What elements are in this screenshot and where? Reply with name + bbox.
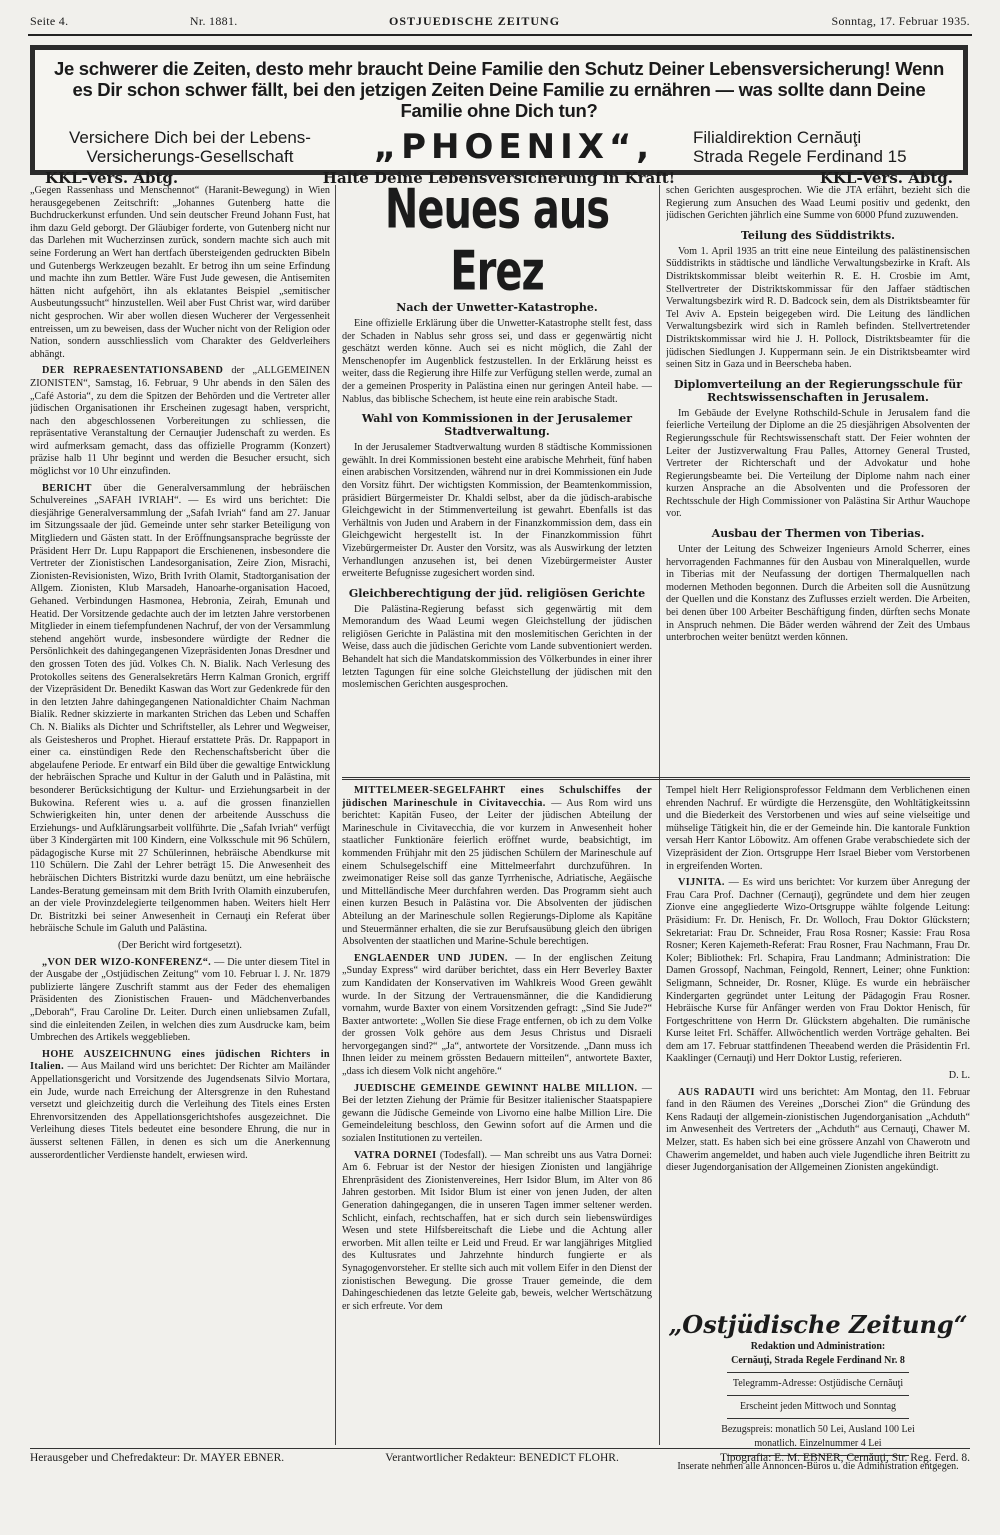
phoenix-advertisement	[30, 45, 968, 187]
article-safah-ivriah: über die Generalversammlung der hebräischen Schulvereines „SAFAH IVRIAH“. — Es wird uns berichtet: Die diesjährige Generalversammlung der „Safah Ivriah“ fand am 27. Januar im Sitzungssaale der jüd. Gemeinde unter sehr starker Beteiligung von Mitgliedern und Gästen statt. In der Eröffnungsansprache begrüsste der Präsident Herr Dr. Lupu Rappaport die Erschienenen, insbesondere die Vertreter der Zionistischen Landesorganisation, Zeire Zion, Misrachi, Zionisten-Revisionisten, Wizo, Brith Ivrith Olamit, Stadtorganisation der Allgem. Zionisten, Klub Marsadeh, Hanoarhe-organisation Hacoed, Gehaned. Verbindungen Hasmonea, Hebronia, Zeirah, Emunah und Heatid. Der Vorsitzende gedachte auch der im letzten Jahre verstorbenen Mitglieder in einem tiefempfundenen Nachruf, der von der Versammlung stehend angehört wurde, insbesondere würdigte der Redner die Persönlichkeit des dahingegangenen Vizepräsidenten Jonas Dresdner und den grossen Toten des jüd. Volkes Ch. N. Bialik. Nach Verlesung des Protokolles seitens des Generalsekretärs Herrn Kalman Gronich, ergriff der Vizepräsident Dr. Benedikt Kaswan das Wort zur Gedenkrede für den in den letzten Jahre dahingegangenen Nationaldichter Chaim Nachman Bialik. Redner skizzierte in markanten Strichen das Leben und Schaffen Ch. N. Bialiks als Dichter und Schriftsteller, als Lehrer und Wegweiser, als Geistesheros und Prophet. Hierauf erstattete Präs. Dr. Rappaport in einer ca. einstündigen Rede den Rechenschaftsbericht über die abgelaufene Periode. Er entwarf ein Bild über die gewaltige Entwicklung der hebräischen Sprache und Kultur in der Galuth und in Palästina, mit besonderer Berücksichtigung der Kultur- und Erziehungsarbeit in der Bukowina. Referent wies u. a. auf die grossen finanziellen Schwierigkeiten hin, unter denen der arbeitende Ausschuss die Erziehungs- und Aufklärungsarbeit vollführte. Die „Safah Ivriah“ verfügt über 3 Kindergärten mit 100 Kindern, eine Volksschule mit 96 Schülern, pädagogische Kurse mit 27 Schülerinnen, hebräische Abendkurse mit 110 Schülern. Die Zahl der Lehrer beträgt 15. Die Anwesenheit des hebräischen Dichters Bistritzki wurde dazu benützt, um eine hebräische Landes-Beratung gemeinsam mit dem Brith Ivrith Olamith einzuberufen, an der viele Provinzdelegierte teilgenommen haben. Weiters hielt Herr Dr. Bistritzki bei seiner Anwesenheit in Cernauţi ein Referat über hebräische Schule im Galuth und Palästina.	[30, 482, 330, 935]
masthead-rule	[727, 1418, 909, 1419]
article-unwetter: Eine offizielle Erklärung über die Unwetter-Katastrophe stellt fest, dass der Schaden in Nablus sehr gross sei, und dass er gegenwärtig nicht geschätzt werden könne. Auch sei es nicht möglich, die Zahl der Menschenopfer im Augenblick festzustellen. In der Erklärung heisst es weiter, dass die Regierung ihre Hilfe zur Verfügung stellen werde, zumal an der a gemeinen Prosperity in Palästina einen nur geringen Anteil habe. — Nablus, das biblische Schechem, ist heute eine rein arabische Stadt.	[342, 318, 652, 405]
ad-brand: „PHOENIX“,	[373, 127, 655, 167]
article-gemeinde-gewinnt: — Bei der letzten Ziehung der Prämie für Besitzer italienischer Staatspapiere gewann die Jüdische Gemeinde von Livorno eine halbe Million Lire. Die Gemeindeleitung beschloss, den Gewinn sofort auf die Armen und die sozialen Institutionen zu verteilen.	[342, 1082, 652, 1145]
article-auszeichnung: — Aus Mailand wird uns berichtet: Der Richter am Mailänder Appellationsgericht und Vorsitzende des Jugendsenats Silvio Mortara, ein Jude, wurde nach Erreichung der Altersgrenze in den Ruhestand versetzt und gleichzeitig durch die Verleihung des Titels eines Ersten Ehrenvorsitzenden des Appellationsgerichtshofes ausgezeichnet. Die Verleihung dieses Titels bedeutet eine besondere Ehrung, die nur in äusserst seltenen Fällen, in denen es sich um die Anerkennung ausserordentlicher Verdienste handelt, erwiesen wird.	[30, 1061, 330, 1161]
heading-kommissionen: Wahl von Kommissionen in der Jerusalemer Stadtverwaltung.	[361, 412, 633, 439]
article-repraesentationsabend: der „ALLGEMEINEN ZIONISTEN“, Samstag, 16. Februar, 9 Uhr abends in den Sälen des „Café Astoria“, zu dem die Spitzen der Behörden und die Vertreter aller jüdischen Organisationen ihr Erscheinen zugesagt haben, verspricht, nach den abgeschlossenen Vorbereitungen zu schliessen, die repräsentative Veranstaltung der Cernauţier Judenschaft zu werden. Es wird aufmerksam gemacht, dass das offizielle Programm (Konzert) präzise halb 11 Uhr beginnt und werden die Besucher ersucht, sich möglichst vor 10 Uhr einzufinden.	[30, 365, 330, 478]
masthead-rule	[727, 1372, 909, 1373]
heading-diplom: Diplomverteilung an der Regierungsschule für Rechtswissenschaften in Jerusalem.	[673, 377, 963, 404]
masthead-title: „Ostjüdische Zeitung“	[668, 1310, 968, 1339]
article-wizo: — Die unter diesem Titel in der Ausgabe der „Ostjüdischen Zeitung“ vom 10. Februar l. J. Nr. 1879 publizierte längere Zuschrift stammt aus der Feder des ehemaligen Präsidenten des Zionistischen Frauen- und Mädchenverbandes „Deborah“, Frau Caroline Dr. Leiter. Durch einen unliebsamen Zufall, sind die einleitenden Zeilen, in welchen dies zum Ausdrucke kam, beim Umbrechen des Artikels weggeblieben.	[30, 956, 330, 1044]
column-3	[666, 185, 970, 775]
article-heading-wizo: „VON DER WIZO-KONFERENZ“.	[42, 956, 212, 968]
article-signature: D. L.	[948, 1070, 970, 1082]
article-gerichte: Die Palästina-Regierung befasst sich gegenwärtig mit dem Memorandum des Waad Leumi wegen Gleichstellung der jüdischen religiösen Gerichte in Palästina mit den moslemitischen Gerichten in der Weise, dass auch die jüdischen Gerichte vom Lande subventioniert werden. Behandelt hat sich die Mandatskommission des Völkerbundes in einer ihrer letzten Tagungen für eine solche Gleichstellung der jüdischen mit den moslemischen Gerichten ausgesprochen.	[342, 603, 652, 691]
lower-column-3	[666, 785, 970, 1305]
masthead-ads: Inserate nehmen alle Annoncen-Büros u. die Administration entgegen.	[677, 1461, 959, 1472]
continued-note: (Der Bericht wird fortgesetzt).	[118, 940, 242, 952]
ad-left-text	[45, 128, 335, 166]
heading-englaender: ENGLAENDER UND JUDEN.	[354, 952, 508, 964]
header-rule	[28, 34, 972, 36]
column-1	[30, 185, 330, 1445]
page-header	[30, 12, 970, 30]
page-footer	[30, 1448, 970, 1472]
article-thermen: Unter der Leitung des Schweizer Ingenieurs Arnold Scherrer, eines hervorragenden Fachmannes für den Ausbau von Mineralquellen, wurde in Tiberias mit der Neufassung der dortigen Thermalquellen nach modernen Methoden begonnen. Durch die Arbeiten soll die Ausnützung der Quellen und die Konstanz des Zuflusses erzielt werden. Die Arbeiten, bei denen über 100 Arbeiter Beschäftigung finden, dürften sechs Monate in Anspruch nehmen. Die Bäder werden während der Zeit des Umbaus unterbrochen weiter benützt werden können.	[666, 544, 970, 644]
heading-thermen: Ausbau der Thermen von Tiberias.	[711, 527, 925, 541]
lower-column-2	[342, 785, 652, 1535]
masthead-schedule: Erscheint jeden Mittwoch und Sonntag	[739, 1401, 897, 1412]
ad-right-line2: Strada Regele Ferdinand 15	[693, 147, 907, 166]
lower-section	[342, 785, 970, 1535]
column-2	[342, 185, 652, 775]
heading-gemeinde-gewinnt: JUEDISCHE GEMEINDE GEWINNT HALBE MILLION.	[354, 1082, 638, 1094]
ad-headline: Je schwerer die Zeiten, desto mehr braucht Deine Familie den Schutz Deiner Lebensversicherung! Wenn es Dir schon schwer fällt, bei den jetzigen Zeiten Deine Familie zu ernähren — was sollte dann Deine Familie ohne Dich tun?	[53, 58, 945, 121]
page-number: Seite 4.	[30, 13, 69, 28]
article-heading-repraesentationsabend: DER REPRAESENTATIONSABEND	[42, 365, 224, 377]
article-gutenberg: „Gegen Rassenhass und Menschennot“ (Haranit-Bewegung) in Wien herausgegebenen Zeitschrift: „Johannes Gutenberg hatte die Buchdruckerkunst erfunden. Und sein deutscher Freund Johann Fust, hat ihm dazu Geld geborgt. Der Gläubiger forderte, von Gutenberg nicht nur das Darlehen mit Wucherzinsen zurück, sondern machte sich auch mit seine Forderung an Wert han dertfach übersteigenden gedruckten Bibeln und Gutenbergs Werkzeugen bezahlt. Er betrog ihn um seine Erfindung und machte ihn zum Bettler. Wäre Fust Jude gewesen, die Antisemiten hätten nicht aufgehört, ihn als eklatantes Beispiel „semitischer Ausbeutungssucht“ hinzustellen. Weil aber Fust Christ war, wird darüber nicht gesprochen. Wir aber wollen diesen Wucherer der Vergessenheit entreissen, um zu beweisen, dass der Wucher nicht von der Religion oder Nation, sondern ausschliesslich vom Charakter des Geldverleihers abhängt.	[30, 185, 330, 360]
heading-vatra-dornei: VATRA DORNEI	[354, 1149, 437, 1161]
masthead-address: Cernăuţi, Strada Regele Ferdinand Nr. 8	[731, 1355, 905, 1366]
masthead-price: Bezugspreis: monatlich 50 Lei, Ausland 100 Lei	[721, 1424, 915, 1435]
article-vatra-dornei: (Todesfall). — Man schreibt uns aus Vatra Dornei: Am 6. Februar ist der Nestor der hiesigen Zionisten und langjährige Ehrenpräsident des Zionistenvereines, Herr Isidor Blum, im Alter von 86 Jahren gestorben. Mit Isidor Blum ist einer von jenen Juden, der alten Generation dahingegangen, die in unseren Tagen immer seltener werden. Schlicht, einfach, rechtschaffen, hat er sich durch sein liebenswürdiges Wesen und stete Hilfsbereitschaft die Liebe und die Achtung aller erworben. Mit allen teilte er Leid und Freud. Er war langjähriges Mitglied des Kultusrates und Jahrzehnte hindurch fungierte er als Synagogenvorsteher. Er stellte sich auch mit vollem Eifer in den Dienst der zionistischen Bewegung. Die grosse Trauer gemeinde, die dem Dahingeschiedenen das letzte Geleite gab, beweis, welcher Wertschätzung er sich erfreute. Vor dem	[342, 1149, 652, 1312]
article-sueddistrikt: Vom 1. April 1935 an tritt eine neue Einteilung des palästinensischen Süddistrikts in städtische und ländliche Verwaltungsbezirke in Kraft. Als Distriktskommissar bleibt weiterhin R. E. H. Crosbie im Amt, Stellvertreter der Distriktskommissar für den Jaffaer städtischen Verwaltungsbezirk wird R. D. Badcock sein, dem als Distriktsbeamter für Tel Aviv A. Epstein beigegeben wird. Die Leitung des ländlichen Verwaltungsbezirk wird sich in Ramleh befinden. Stellvertretender Distriktskommissar wird hie J. H. Pollock, Distriktsbeamter für die jüdischen Siedlungen J. Kuppermann sein. Je ein Distriktsbeamter wird seinen Sitz in Gaza und in Beerscheba haben.	[666, 245, 970, 371]
masthead-rule	[727, 1395, 909, 1396]
column-divider	[335, 185, 336, 1445]
masthead-price-2: monatlich. Einzelnummer 4 Lei	[754, 1438, 882, 1449]
article-englaender: — In der englischen Zeitung „Sunday Express“ wird darüber berichtet, dass ein Herr Beverley Baxter zum Kandidaten der Konservativen im Wahlkreis Wood Green gewählt wurde. In der Sitzung der Vertrauensmänner, die die Kandidierung vornahm, wurde Baxter von einem Vorsitzenden gefragt: „Sind Sie Jude?“ Baxter antwortete: „Wollen Sie diese Frage entfernen, ob ich zu dem Volke der grossen Volk gehöre aus dem Jesus Christus und Disraeli hervorgegangen sind?“ „Ja“, antwortete der Vorsitzende. „Dann muss ich Ihnen leider zu meinem grössten Bedauern mitteilen“, antwortete Baxter, „dass ich diesem Volk nicht angehöre.“	[342, 952, 652, 1078]
article-radauti: wird uns berichtet: Am Montag, den 11. Februar fand in den Räumen des Vereines „Dorschei Zion“ die Gründung des Kens Radauţi der allgemein-zionistischen Jugendorganisation „Achduth“ im Anwesenheit des Vertreters der „Achduth“ aus Cernauţi, Chawer M. Melzer, statt. Es haben sich bei eine grössere Anzahl von Chawerotn und Chawerim angemeldet, und haben auch viele Jugendliche ihren Beitritt zu dieser Jugendorganisation der Allgemeinen Zionisten angekündigt.	[666, 1086, 970, 1174]
ad-bottom-right: KKL-Vers. Abtg.	[819, 169, 953, 187]
heading-gerichte: Gleichberechtigung der jüd. religiösen Gerichte	[348, 586, 646, 600]
footer-editor: Verantwortlicher Redakteur: BENEDICT FLOHR.	[385, 1452, 619, 1464]
masthead-line: Redaktion und Administration:	[750, 1341, 886, 1352]
article-vijnita: — Es wird uns berichtet: Vor kurzem über Anregung der Frau Cara Prof. Dachner (Cernauţi), gegründete und dem hier zeugen Zionve eine angegliederte Wizo-Ortsgruppe wählte folgende Leitung: Präsidium: Fr. Dr. Henisch, Fr. Dr. Wolloch, Frau Doktor Glückstern; Sekretariat: Frau Dr. Schneider, Frau Rosa Rosner; Kassie: Frau Rosa Rosner; Keren Kajemeth-Referat: Frau Rosner, Frau Nachmann, Frau Dr. Koler; Bibliothek: Frl. Schapira, Frau Landmann; Administration: Die Damen Grossopf, Nachman, Feingold, Rennert, Leiner; ohne Funktion: Seligmann, Schneider, Dr. Rosner, Klüge. Es wurde ein hebräischer Kindergarten gegründet unter Leitung der Pädagogin Frau Rosner. Hebräische Kurse für Anfänger werden von Frau Doktor Henisch, für Fortgeschrittene von Herrn Dr. Glückstern abgehalten. Die rumänische Kurse leitet Frl. Schäffer. Allwöchentlich werden Vorträge gehalten. Bei dem am 17. Februar stattfindenen Theeabend werden die Präsidentin Frl. Kaaklinger (Cernauţi) und Herr Doktor Lustig, referieren.	[666, 877, 970, 1065]
article-vatra-dornei-cont: Tempel hielt Herr Religionsprofessor Feldmann dem Verblichenen einen ehrenden Nachruf. Er würdigte die Herzensgüte, den Wohltätigkeitssinn und die Biederkeit des Verstorbenen und wies auf seine vielseitige und mühselige Tätigkeit hin, die er der Gemeinde hin. Die kantorale Funktion versah Herr Kantor Löbowitz. Am offenen Grabe verabschiedete sich der Vizepräsident der Zion. Ortsgruppe Herr Israel Bieber vom Verstorbenen in ergreifenden Worten.	[666, 785, 970, 872]
ad-slogan: Halte Deine Lebensversicherung in Kraft!	[322, 169, 676, 187]
ad-right-text	[693, 128, 953, 166]
heading-radauti: AUS RADAUTI	[678, 1086, 755, 1098]
footer-printer: Tipografia: E. M. EBNER, Cernăuţi, Str. Reg. Ferd. 8.	[719, 1452, 970, 1464]
article-heading-bericht: BERICHT	[42, 482, 92, 494]
ad-bottom-left: KKL-Vers. Abtg.	[45, 169, 179, 187]
paper-name: OSTJUEDISCHE ZEITUNG	[389, 13, 561, 28]
ad-left-line2: Versicherungs-Gesellschaft	[86, 147, 294, 166]
heading-vijnita: VIJNITA.	[678, 877, 725, 889]
section-title: Neues aus Erez	[384, 185, 610, 304]
masthead-box	[666, 1310, 970, 1525]
article-gerichte-cont: schen Gerichten ausgesprochen. Wie die JTA erfährt, bezieht sich die Regierung zum Ansuchen des Waad Leumi positiv und gedenkt, den jüdischen Gerichten jährlich eine Summe von 6000 Pfund zuzuwenden.	[666, 185, 970, 222]
ad-left-line1: Versichere Dich bei der Lebens-	[69, 128, 311, 147]
issue-number: Nr. 1881.	[189, 13, 238, 28]
article-heading-auszeichnung: HOHE AUSZEICHNUNG eines jüdischen Richters in Italien.	[30, 1048, 330, 1073]
heading-sueddistrikt: Teilung des Süddistrikts.	[741, 228, 895, 242]
ad-right-line1: Filialdirektion Cernăuţi	[693, 128, 862, 147]
masthead-telegram: Telegramm-Adresse: Ostjüdische Cernăuţi	[732, 1378, 904, 1389]
heading-unwetter: Nach der Unwetter-Katastrophe.	[396, 301, 598, 314]
article-segelfahrt: — Aus Rom wird uns berichtet: Kapitän Fuseo, der Leiter der jüdischen Abteilung der Marineschule in Civitavecchia, die vor kurzem in Anwesenheit hoher staatlicher Funktionäre feierlich eröffnet wurde, beabsichtigt, im kommenden Frühjahr mit den 25 jüdischen Schülern der Marineschule auf einem Schulsegelschiff eine Mittelmeerfahrt durchzuführen. In zweimonatiger Reise soll das ganze Tyrrhenische, Adriatische, Aegäische und Mittelländische Meer durchfahren werden. Das Programm sieht auch einen kurzen Besuch in Palästina vor. Die Absolventen der jüdischen Abteilung an der Marineschule sollen Regierungs-Diplome als Kapitäne und Steuermänner erhalten, die sie zur Berufsausübung gleich den übrigen Absolventen der staatlichen und Marine-Schule berechtigen.	[342, 797, 652, 948]
section-rule	[342, 777, 970, 780]
article-kommissionen: In der Jerusalemer Stadtverwaltung wurden 8 städtische Kommissionen gewählt. In drei Kommissionen besteht eine arabische Mehrheit, fünf haben einen arabischen Vorsitzenden, während nur in drei Kommissionen ein Jude den Vorsitz führt. Der wichtigsten Kommission, der Beamtenkommission, präsidiert Bürgermeister Dr. Khaldi selbst, aber da die jüdisch-arabische Gleichgewicht in der Stimmenverteilung ist gewahrt. Ebenfalls ist das Verhältnis von Juden und Arabern in der Finanzkommission dem, dass ein Gleichgewicht hergestellt ist. In der Finanzkommission führt Vizebürgermeister Dr. Auster den Vorsitz, was als Auswirkung der letzten Verhandlungen anzusehen ist, bei denen Vizebürgermeister Auster erweiterte Befugnisse zugesichert worden sind.	[342, 442, 652, 580]
article-diplom: Im Gebäude der Evelyne Rothschild-Schule in Jerusalem fand die feierliche Verteilung der Diplome an die 25 diesjährigen Absolventen der Regierungsschule für Rechtswissenschaft statt. Der Feier wohnten der Leiter der Justizverwaltung Frau Palles, Attorney General Trusted, Vertreter der Richterschaft und der Advokatur und hohe Regierungsbeamte bei. Die Verteilung der Diplome nahm nach einer kurzen Ansprache an die Absolventen und die Professoren der Rechtsschule der High Commissioner von Palästina Sir Arthur Wauchope vor.	[666, 407, 970, 520]
issue-date: Sonntag, 17. Februar 1935.	[831, 13, 970, 28]
footer-publisher: Herausgeber und Chefredakteur: Dr. MAYER EBNER.	[30, 1452, 285, 1464]
heading-segelfahrt: MITTELMEER-SEGELFAHRT eines Schulschiffes der jüdischen Marineschule in Civitavecchia.	[342, 785, 652, 809]
